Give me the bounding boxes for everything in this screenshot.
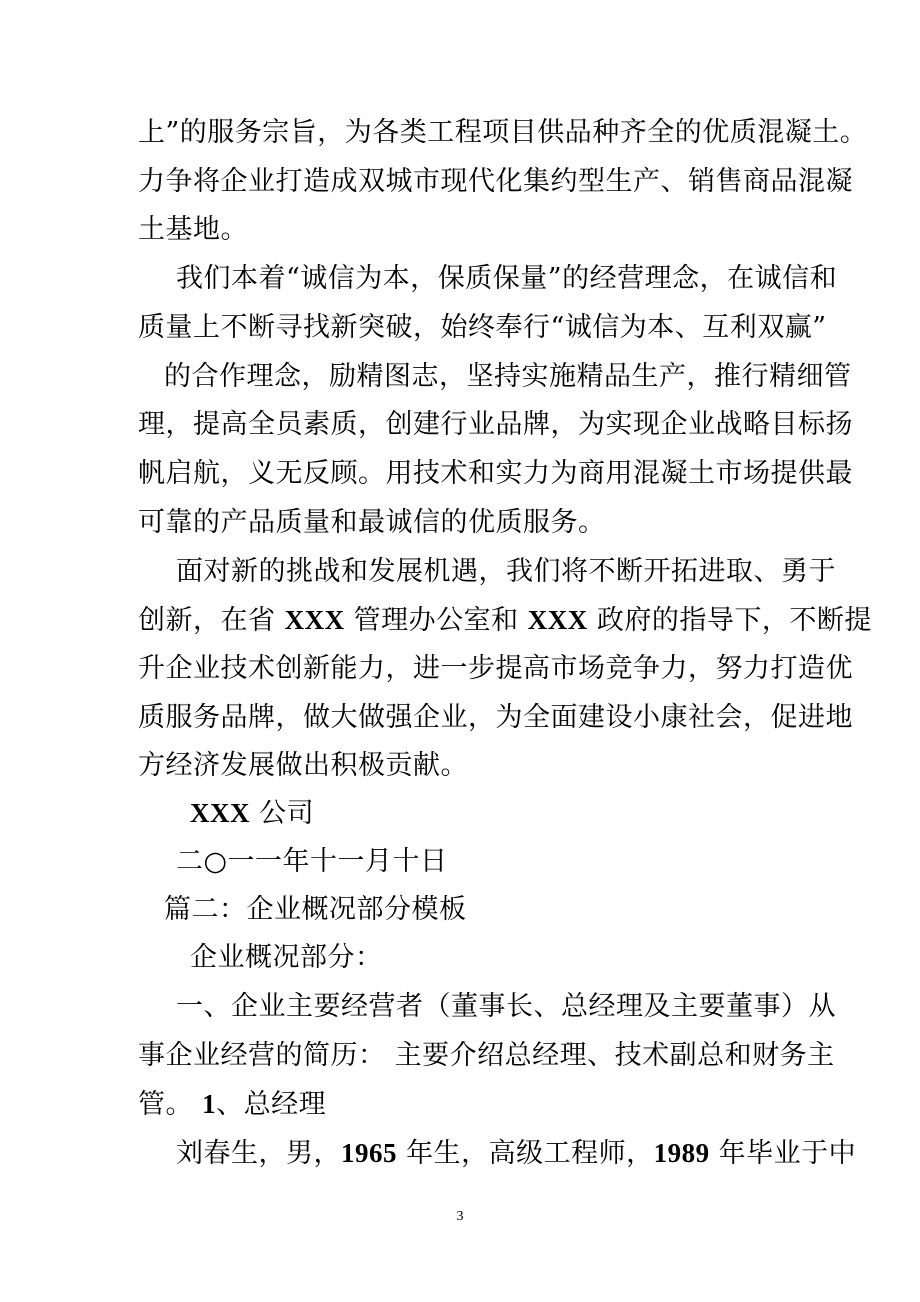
paragraph-line — [138, 603, 872, 638]
paragraph-line: 力争将企业打造成双城市现代化集约型生产、销售商品混凝 — [138, 166, 853, 197]
section-subheading: 企业概况部分： — [190, 942, 383, 973]
paragraph-line: 我们本着“诚信为本，保质保量”的经营理念，在诚信和 — [176, 263, 838, 294]
text-run: 政府的指导下，不断提 — [587, 605, 872, 636]
page-number: 3 — [456, 1209, 464, 1224]
signature-date: 二○一一年十一月十日 — [176, 846, 448, 877]
signature-company — [190, 796, 314, 831]
text-run: XXX — [190, 798, 250, 828]
text-run: 1989 — [653, 1138, 710, 1168]
text-run: 创新，在省 — [138, 605, 285, 636]
paragraph-line: 可靠的产品质量和最诚信的优质服务。 — [138, 507, 606, 538]
paragraph-line: 面对新的挑战和发展机遇，我们将不断开拓进取、勇于 — [176, 556, 836, 587]
text-run: 年生，高级工程师， — [397, 1138, 654, 1169]
paragraph-line: 上”的服务宗旨，为各类工程项目供品种齐全的优质混凝土。 — [138, 117, 868, 148]
paragraph-line: 帆启航，义无反顾。用技术和实力为商用混凝土市场提供最 — [138, 458, 853, 489]
paragraph-line — [176, 1136, 856, 1171]
paragraph-line: 升企业技术创新能力，进一步提高市场竞争力，努力打造优 — [138, 653, 853, 684]
text-run: 管理办公室和 — [344, 605, 528, 636]
paragraph-line: 一、企业主要经营者（董事长、总经理及主要董事）从 — [176, 991, 836, 1022]
paragraph-line: 方经济发展做出积极贡献。 — [138, 750, 468, 781]
text-run: 管。 — [138, 1089, 203, 1120]
text-run: 、总经理 — [216, 1089, 327, 1120]
paragraph-line — [138, 1087, 326, 1122]
paragraph-line: 质量上不断寻找新突破，始终奉行“诚信为本、互利双赢” — [138, 312, 827, 343]
text-run: 1 — [202, 1089, 217, 1119]
paragraph-line: 质服务品牌，做大做强企业，为全面建设小康社会，促进地 — [138, 702, 853, 733]
text-run: XXX — [284, 605, 345, 635]
paragraph-line: 的合作理念，励精图志，坚持实施精品生产，推行精细管 — [164, 361, 852, 392]
text-run: 年毕业于中 — [709, 1138, 857, 1169]
section-heading: 篇二：企业概况部分模板 — [164, 894, 467, 925]
paragraph-line: 理，提高全员素质，创建行业品牌，为实现企业战略目标扬 — [138, 409, 853, 440]
text-run: 公司 — [250, 798, 315, 829]
text-run: 刘春生，男， — [176, 1138, 341, 1169]
paragraph-line: 土基地。 — [138, 214, 248, 245]
paragraph-line: 事企业经营的简历： 主要介绍总经理、技术副总和财务主 — [138, 1040, 835, 1071]
text-run: 1965 — [341, 1138, 397, 1168]
text-run: XXX — [527, 605, 588, 635]
